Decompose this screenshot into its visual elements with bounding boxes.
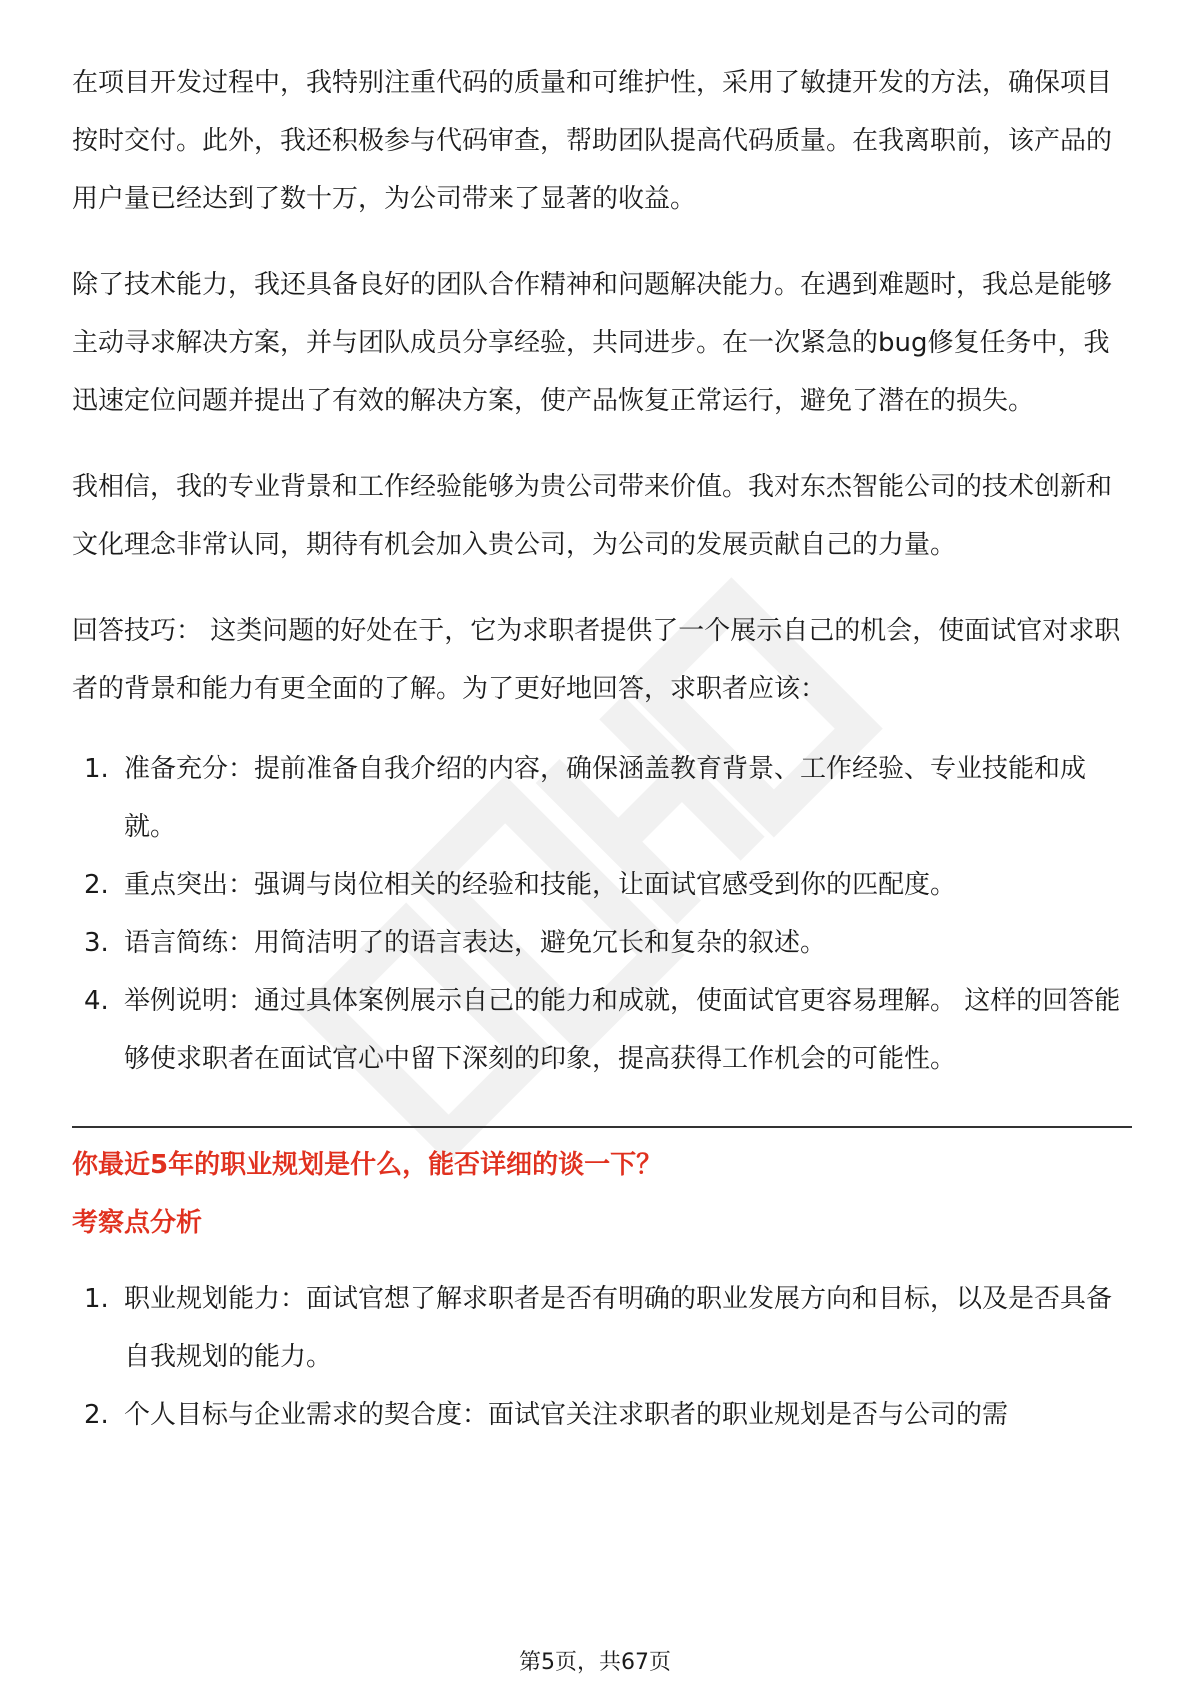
list-item: [72, 972, 1132, 1088]
paragraph-teamwork: 除了技术能力，我还具备良好的团队合作精神和问题解决能力。在遇到难题时，我总是能够主动寻求解决方案，并与团队成员分享经验，共同进步。在一次紧急的bug修复任务中，我迅速定位问题并提出了有效的解决方案，使产品恢复正常运行，避免了潜在的损失。: [72, 270, 1113, 416]
analysis-heading: 考察点分析: [72, 1208, 203, 1238]
question-title: 你最近5年的职业规划是什么，能否详细的谈一下？: [72, 1150, 663, 1180]
list-number: 1.: [84, 754, 109, 784]
page-footer: 第5页，共67页: [519, 1650, 671, 1675]
list-item: [72, 856, 1132, 914]
list-item-text: 语言简练：用简洁明了的语言表达，避免冗长和复杂的叙述。: [124, 928, 827, 958]
list-number: 2.: [84, 870, 109, 900]
list-item-text: 举例说明：通过具体案例展示自己的能力和成就，使面试官更容易理解。 这样的回答能够使求职者在面试官心中留下深刻的印象，提高获得工作机会的可能性。: [124, 986, 1121, 1074]
list-item-text: 准备充分：提前准备自我介绍的内容，确保涵盖教育背景、工作经验、专业技能和成就。: [124, 754, 1087, 842]
list-item: [72, 1386, 1132, 1444]
list-item-text: 重点突出：强调与岗位相关的经验和技能，让面试官感受到你的匹配度。: [124, 870, 957, 900]
list-item: [72, 914, 1132, 972]
main-content: [72, 54, 1132, 1444]
analysis-list: [72, 1270, 1132, 1444]
section-divider: [72, 1126, 1132, 1128]
list-number: 4.: [84, 986, 109, 1016]
list-item: [72, 1270, 1132, 1386]
list-item-text: 个人目标与企业需求的契合度：面试官关注求职者的职业规划是否与公司的需: [124, 1400, 1009, 1430]
paragraph-answer-tips: 回答技巧： 这类问题的好处在于，它为求职者提供了一个展示自己的机会，使面试官对求职者的背景和能力有更全面的了解。为了更好地回答，求职者应该：: [72, 616, 1121, 704]
list-item: [72, 740, 1132, 856]
question-section: [72, 1136, 1132, 1444]
paragraph-company-fit: 我相信，我的专业背景和工作经验能够为贵公司带来价值。我对东杰智能公司的技术创新和文化理念非常认同，期待有机会加入贵公司，为公司的发展贡献自己的力量。: [72, 472, 1113, 560]
paragraph-project-development: 在项目开发过程中，我特别注重代码的质量和可维护性，采用了敏捷开发的方法，确保项目按时交付。此外，我还积极参与代码审查，帮助团队提高代码质量。在我离职前，该产品的用户量已经达到了数十万，为公司带来了显著的收益。: [72, 68, 1113, 214]
list-number: 3.: [84, 928, 109, 958]
tips-list: [72, 740, 1132, 1088]
list-number: 2.: [84, 1400, 109, 1430]
list-number: 1.: [84, 1284, 109, 1314]
list-item-text: 职业规划能力：面试官想了解求职者是否有明确的职业发展方向和目标，以及是否具备自我规划的能力。: [124, 1284, 1113, 1372]
